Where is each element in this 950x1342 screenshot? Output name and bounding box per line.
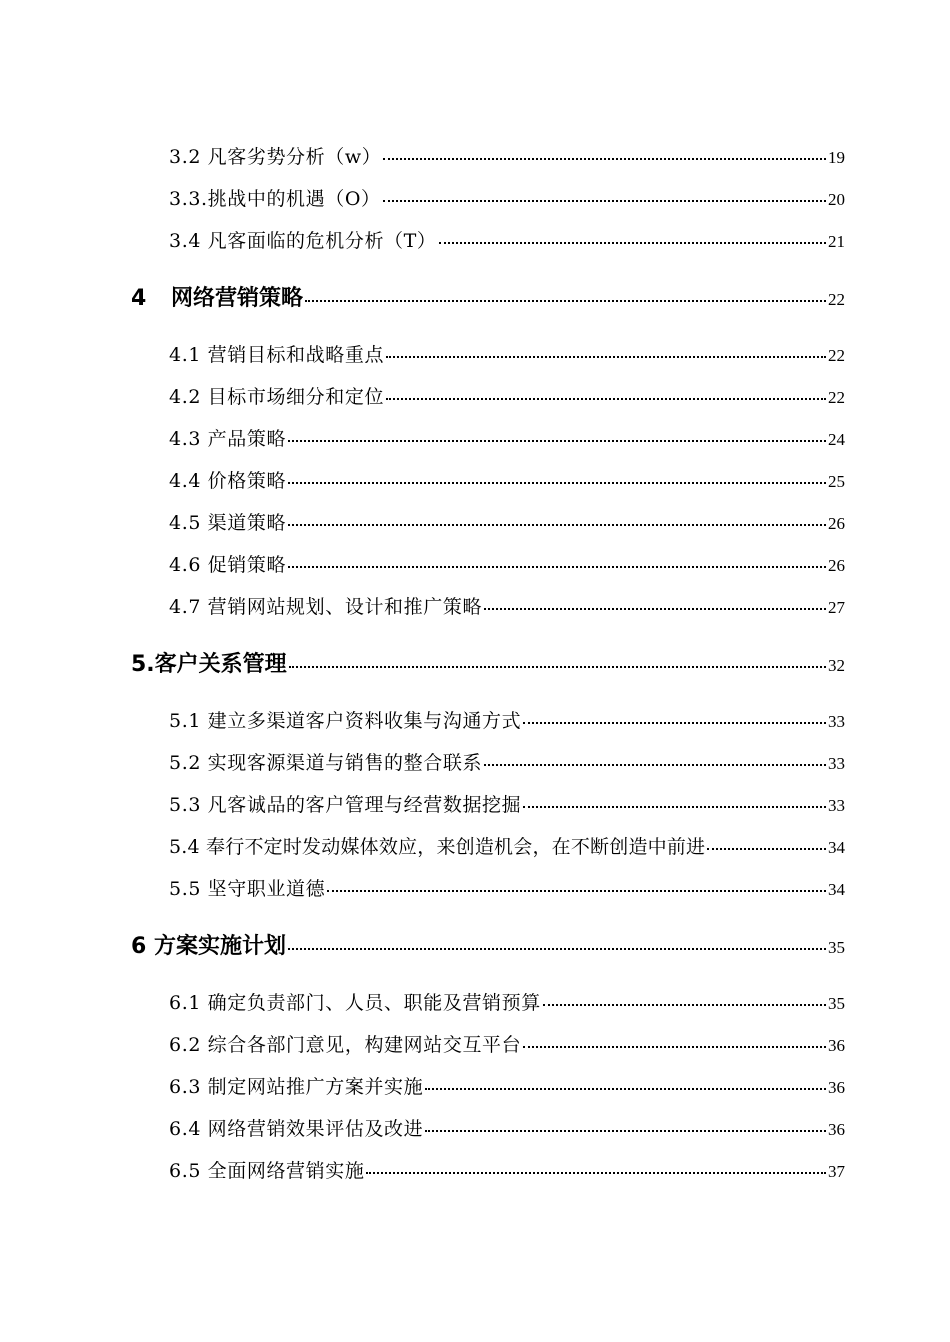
toc-heading-number: 5.: [131, 652, 155, 677]
dot-leader: [386, 356, 826, 358]
dot-leader: [386, 398, 826, 400]
toc-entry-label: 4.5 渠道策略: [169, 512, 287, 534]
toc-entry-5-5[interactable]: [169, 874, 845, 901]
dot-leader: [523, 806, 826, 808]
dot-leader: [523, 1046, 826, 1048]
toc-page-number: 25: [828, 472, 845, 491]
toc-entry-label: 4.7 营销网站规划、设计和推广策略: [169, 596, 483, 618]
dot-leader: [439, 242, 826, 244]
toc-heading-label: 客户关系管理: [154, 652, 287, 677]
toc-page-number: 27: [828, 598, 845, 617]
toc-entry-3-2[interactable]: [169, 142, 845, 169]
toc-entry-4-4[interactable]: [169, 466, 845, 493]
toc-entry-label: 4.1 营销目标和战略重点: [169, 344, 385, 366]
toc-entry-4-6[interactable]: [169, 550, 845, 577]
toc-entry-label: 5.5 坚守职业道德: [169, 878, 326, 900]
dot-leader: [484, 764, 826, 766]
dot-leader: [288, 566, 826, 568]
toc-entry-5-3[interactable]: [169, 790, 845, 817]
toc-entry-label: 4.4 价格策略: [169, 470, 287, 492]
dot-leader: [288, 524, 826, 526]
toc-entry-label: 6.1 确定负责部门、人员、职能及营销预算: [169, 992, 541, 1014]
toc-page-number: 22: [828, 388, 845, 407]
toc-heading-number: 6: [131, 934, 154, 959]
toc-heading-label: 方案实施计划: [153, 934, 286, 959]
toc-entry-label: 6.4 网络营销效果评估及改进: [169, 1118, 424, 1140]
toc-entry-label: 5.2 实现客源渠道与销售的整合联系: [169, 752, 483, 774]
dot-leader: [383, 200, 826, 202]
toc-entry-6-5[interactable]: [169, 1156, 845, 1183]
toc-page-number: 35: [828, 938, 845, 957]
dot-leader: [425, 1088, 826, 1090]
toc-entry-5-2[interactable]: [169, 748, 845, 775]
toc-entry-4-2[interactable]: [169, 382, 845, 409]
toc-page-number: 26: [828, 556, 845, 575]
toc-entry-4-7[interactable]: [169, 592, 845, 619]
toc-page-number: 33: [828, 796, 845, 815]
toc-entry-label: 6.2 综合各部门意见，构建网站交互平台: [169, 1034, 522, 1056]
toc-page-number: 19: [828, 148, 845, 167]
toc-page-number: 22: [828, 290, 845, 309]
toc-heading-label: 网络营销策略: [171, 286, 304, 311]
toc-page-number: 34: [828, 838, 845, 857]
toc-entry-label: 3.2 凡客劣势分析（w）: [169, 146, 382, 168]
toc-entry-label: 4.3 产品策略: [169, 428, 287, 450]
toc-entry-3-3[interactable]: [169, 184, 845, 211]
dot-leader: [288, 482, 826, 484]
toc-page-number: 36: [828, 1120, 845, 1139]
toc-page-number: 26: [828, 514, 845, 533]
dot-leader: [484, 608, 826, 610]
toc-entry-4-5[interactable]: [169, 508, 845, 535]
toc-page-number: 32: [828, 656, 845, 675]
dot-leader: [523, 722, 826, 724]
toc-entry-3-4[interactable]: [169, 226, 845, 253]
toc-entry-6-2[interactable]: [169, 1030, 845, 1057]
toc-entry-6-4[interactable]: [169, 1114, 845, 1141]
toc-page-number: 33: [828, 712, 845, 731]
toc-entry-label: 4.6 促销策略: [169, 554, 287, 576]
toc-page-number: 22: [828, 346, 845, 365]
toc-page-number: 20: [828, 190, 845, 209]
toc-page-number: 34: [828, 880, 845, 899]
dot-leader: [327, 890, 826, 892]
toc-entry-6-3[interactable]: [169, 1072, 845, 1099]
dot-leader: [288, 440, 826, 442]
dot-leader: [305, 300, 826, 302]
toc-entry-label: 4.2 目标市场细分和定位: [169, 386, 385, 408]
toc-heading-6[interactable]: [131, 929, 845, 960]
toc-page-number: 33: [828, 754, 845, 773]
toc-entry-4-3[interactable]: [169, 424, 845, 451]
dot-leader: [707, 848, 826, 850]
toc-entry-label: 3.4 凡客面临的危机分析（T）: [169, 230, 437, 252]
toc-entry-label: 5.1 建立多渠道客户资料收集与沟通方式: [169, 710, 522, 732]
toc-page-number: 37: [828, 1162, 845, 1181]
toc-entry-label: 5.4 奉行不定时发动媒体效应，来创造机会，在不断创造中前进: [169, 836, 706, 858]
dot-leader: [543, 1004, 826, 1006]
toc-page-number: 35: [828, 994, 845, 1013]
dot-leader: [366, 1172, 826, 1174]
toc-page-number: 21: [828, 232, 845, 251]
toc-entry-label: 6.3 制定网站推广方案并实施: [169, 1076, 424, 1098]
toc-page-number: 36: [828, 1078, 845, 1097]
toc-entry-6-1[interactable]: [169, 988, 845, 1015]
dot-leader: [425, 1130, 826, 1132]
dot-leader: [289, 666, 826, 668]
toc-entry-5-1[interactable]: [169, 706, 845, 733]
toc-page-number: 36: [828, 1036, 845, 1055]
toc-heading-5[interactable]: [131, 647, 845, 678]
dot-leader: [288, 948, 826, 950]
toc-heading-number: 4: [131, 286, 147, 311]
toc-entry-label: 6.5 全面网络营销实施: [169, 1160, 365, 1182]
toc-page-number: 24: [828, 430, 845, 449]
toc-heading-4[interactable]: [131, 281, 845, 312]
toc-entry-4-1[interactable]: [169, 340, 845, 367]
dot-leader: [383, 158, 826, 160]
toc-entry-label: 5.3 凡客诚品的客户管理与经营数据挖掘: [169, 794, 522, 816]
toc-entry-5-4[interactable]: [169, 832, 845, 859]
toc-entry-label: 3.3.挑战中的机遇（O）: [169, 188, 381, 210]
